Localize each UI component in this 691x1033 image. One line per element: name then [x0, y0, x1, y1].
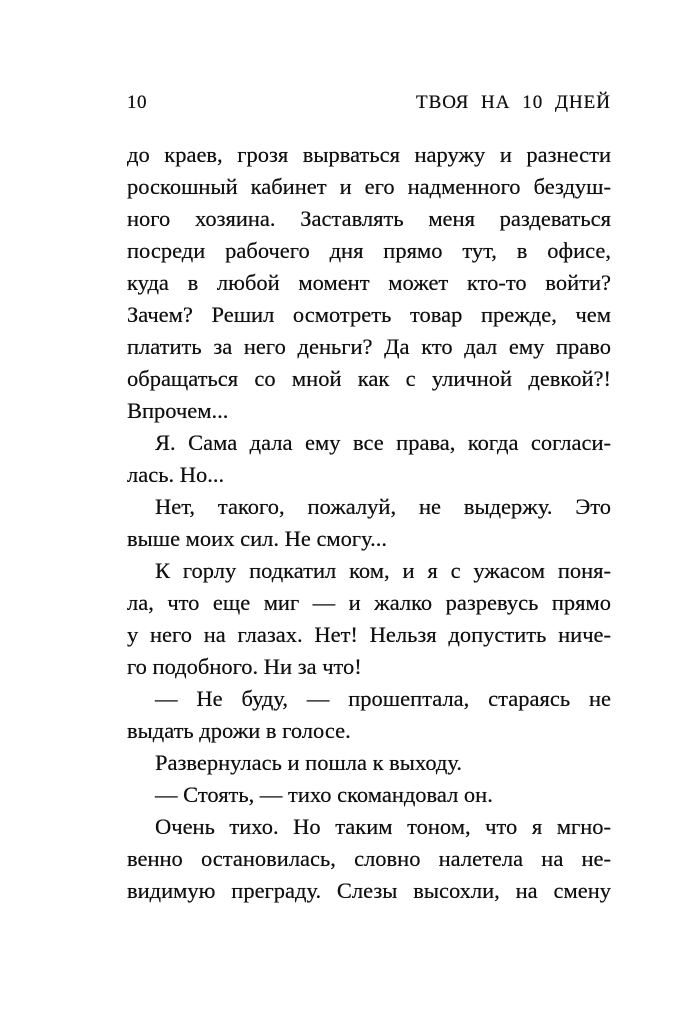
body-line: выдать дрожи в голосе.: [127, 718, 351, 743]
body-line: роскошный кабинет и его надменного бездуш-: [127, 174, 611, 199]
page-header: [127, 92, 611, 114]
body-line: у него на глазах. Нет! Нельзя допустить ниче-: [127, 622, 611, 647]
body-line: ного хозяина. Заставлять меня раздеваться: [127, 206, 611, 231]
body-line: Я. Сама дала ему все права, когда согласи-: [155, 430, 611, 455]
running-title: ТВОЯ НА 10 ДНЕЙ: [415, 92, 611, 113]
page-body: [127, 139, 611, 907]
body-line: платить за него деньги? Да кто дал ему право: [127, 334, 611, 359]
body-line: венно остановилась, словно налетела на не-: [127, 846, 611, 871]
body-line: видимую преграду. Слезы высохли, на смену: [127, 878, 611, 903]
body-line: Впрочем...: [127, 398, 229, 423]
body-line: ла, что еще миг — и жалко разревусь прямо: [127, 590, 611, 615]
body-line: до краев, грозя вырваться наружу и разнести: [127, 142, 611, 167]
body-line: лась. Но...: [127, 462, 225, 487]
body-line: Зачем? Решил осмотреть товар прежде, чем: [127, 302, 611, 327]
body-line: Нет, такого, пожалуй, не выдержу. Это: [155, 494, 611, 519]
body-line: Развернулась и пошла к выходу.: [155, 750, 462, 775]
body-line: посреди рабочего дня прямо тут, в офисе,: [127, 238, 611, 263]
body-line: — Стоять, — тихо скомандовал он.: [155, 782, 493, 807]
body-line: Очень тихо. Но таким тоном, что я мгно-: [155, 814, 611, 839]
body-line: го подобного. Ни за что!: [127, 654, 362, 679]
body-line: — Не буду, — прошептала, стараясь не: [155, 686, 611, 711]
body-line: куда в любой момент может кто-то войти?: [127, 270, 611, 295]
body-line: выше моих сил. Не смогу...: [127, 526, 388, 551]
body-line: обращаться со мной как с уличной девкой?!: [127, 366, 611, 391]
page-number: 10: [127, 92, 147, 113]
body-line: К горлу подкатил ком, и я с ужасом поня-: [155, 558, 611, 583]
